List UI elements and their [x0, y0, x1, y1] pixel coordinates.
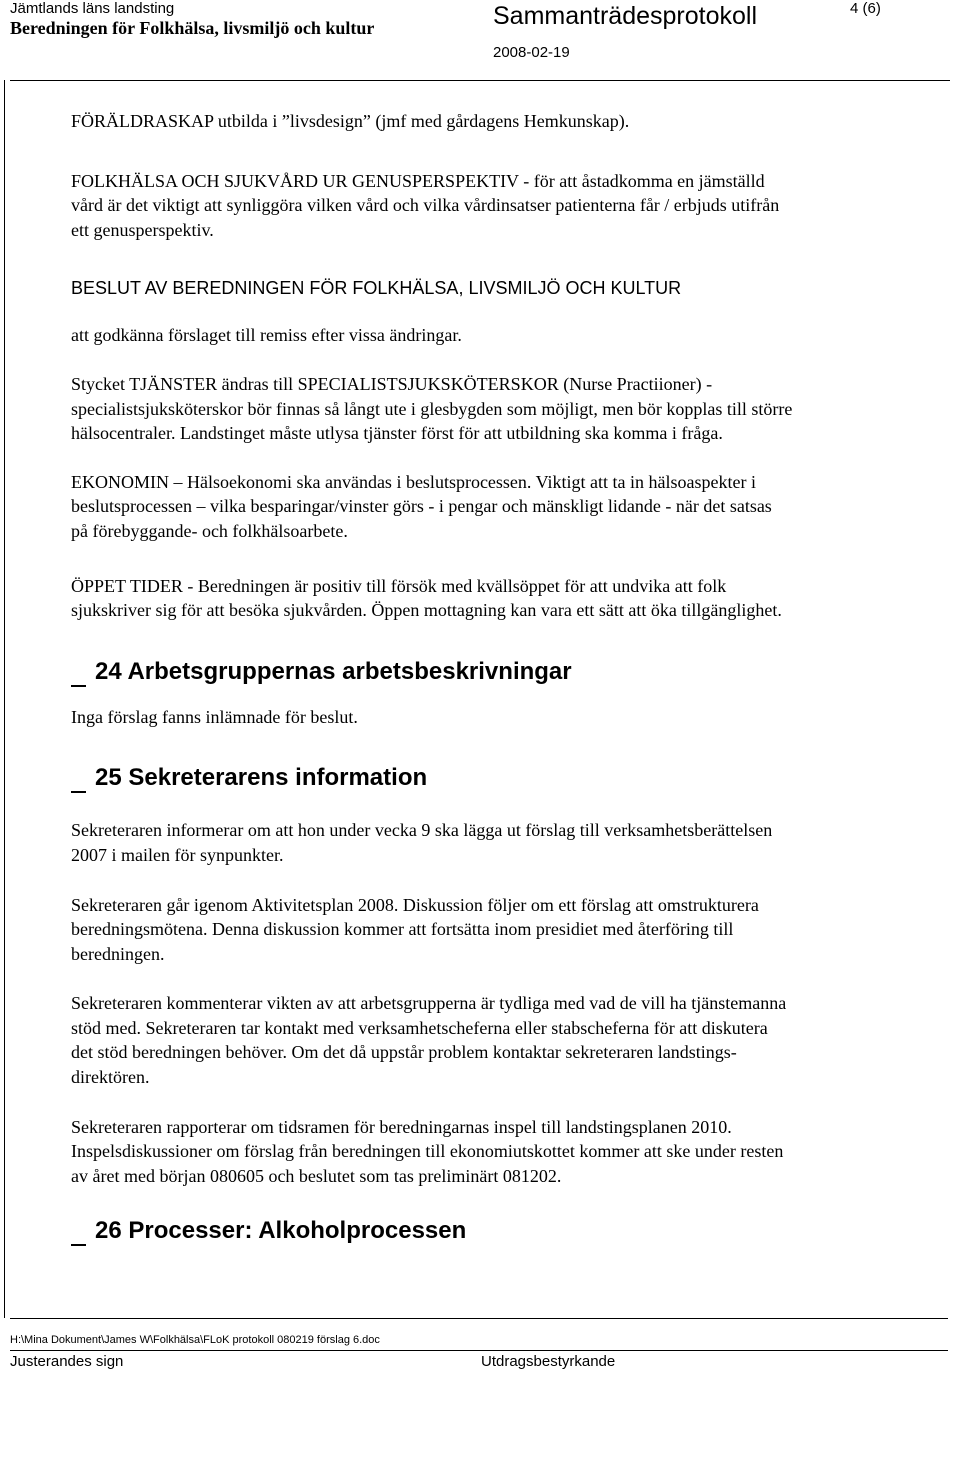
section-heading-25: [71, 763, 933, 793]
text-line: specialistsjuksköterskor bör finnas så långt ute i glesbygden som möjligt, men bör kopplas till större: [71, 398, 793, 419]
section-heading-26: [71, 1216, 933, 1246]
text-line: beslutsprocessen – vilka besparingar/vinster görs - i pengar och mänskligt lidande - när det satsas: [71, 496, 772, 517]
text-line: av året med början 080605 och beslutet som tas preliminärt 081202.: [71, 1165, 562, 1186]
extract-certification-label: Utdragsbestyrkande: [481, 1353, 616, 1370]
paragraph-stycket: [71, 372, 933, 446]
section-heading-24: [71, 657, 933, 687]
text-line: beredningsmötena. Denna diskussion kommer att fortsätta inom presidiet med återföring till: [71, 919, 734, 940]
text-line: på förebyggande- och folkhälsoarbete.: [71, 520, 348, 541]
document-body: [71, 109, 933, 1246]
text-line: hälsocentraler. Landstinget måste utlysa tjänster först för att utbildning ska komma i fråga.: [71, 423, 723, 444]
text-line: vård är det viktigt att synliggöra vilken vård och vilka vårdinsatser patienterna får / erbjuds utifrån: [71, 195, 780, 216]
text-line: sjukskriver sig för att besöka sjukvården. Öppen mottagning kan vara ett sätt att öka tillgänglighet.: [71, 600, 782, 621]
text-line: Sekreteraren rapporterar om tidsramen för beredningarnas inspel till landstingsplanen 2010.: [71, 1116, 732, 1137]
paragraph-sekreterare-2: [71, 893, 933, 967]
paragraph-folkhalsa: [71, 169, 933, 243]
text-line: stöd med. Sekreteraren tar kontakt med verksamhetscheferna eller stabscheferna för att diskutera: [71, 1017, 768, 1038]
footer-divider: [10, 1350, 948, 1351]
text-line: ett genusperspektiv.: [71, 219, 214, 240]
paragraph-oppet-tider: [71, 574, 933, 623]
text-line: FOLKHÄLSA OCH SJUKVÅRD UR GENUSPERSPEKTIV - för att åstadkomma en jämställd: [71, 170, 765, 191]
text-line: beredningen.: [71, 943, 165, 964]
heading-text: 25 Sekreterarens information: [95, 764, 428, 792]
file-path: H:\Mina Dokument\James W\Folkhälsa\FLoK protokoll 080219 förslag 6.doc: [10, 1334, 380, 1346]
paragraph-inga-forslag: Inga förslag fanns inlämnade för beslut.: [71, 706, 358, 727]
header-divider: [10, 80, 950, 81]
document-date: 2008-02-19: [493, 44, 570, 61]
paragraph-sekreterare-3: [71, 991, 933, 1089]
paragraph-godkanna: att godkänna förslaget till remiss efter vissa ändringar.: [71, 325, 462, 346]
decision-heading: BESLUT AV BEREDNINGEN FÖR FOLKHÄLSA, LIVSMILJÖ OCH KULTUR: [71, 278, 682, 299]
paragraph-sekreterare-4: [71, 1115, 933, 1189]
page-number: 4 (6): [850, 0, 881, 17]
heading-text: 26 Processer: Alkoholprocessen: [95, 1217, 467, 1245]
text-line: Sekreteraren går igenom Aktivitetsplan 2008. Diskussion följer om ett förslag att omstrukturera: [71, 894, 759, 915]
paragraph-sekreterare-1: [71, 818, 933, 867]
text-line: Inspelsdiskussioner om förslag från beredningen till ekonomiutskottet kommer att ske under resten: [71, 1141, 784, 1162]
text-line: Sekreteraren kommenterar vikten av att arbetsgrupperna är tydliga med vad de vill ha tjänstemanna: [71, 993, 787, 1014]
text-line: Sekreteraren informerar om att hon under vecka 9 ska lägga ut förslag till verksamhetsberättelsen: [71, 820, 773, 841]
heading-underline: [71, 791, 86, 793]
paragraph-foraldraskap: FÖRÄLDRASKAP utbilda i ”livsdesign” (jmf med gårdagens Hemkunskap).: [71, 111, 630, 131]
text-line: 2007 i mailen för synpunkter.: [71, 844, 284, 865]
text-line: EKONOMIN – Hälsoekonomi ska användas i beslutsprocessen. Viktigt att ta in hälsoaspekter i: [71, 471, 756, 492]
text-line: ÖPPET TIDER - Beredningen är positiv till försök med kvällsöppet för att undvika att folk: [71, 575, 727, 596]
organization-name: Jämtlands läns landsting: [10, 0, 175, 17]
paragraph-ekonomin: [71, 470, 933, 544]
margin-bar: [4, 80, 5, 1318]
document-title: Sammanträdesprotokoll: [493, 2, 758, 30]
heading-text: 24 Arbetsgruppernas arbetsbeskrivningar: [95, 657, 572, 685]
heading-underline: [71, 1244, 86, 1246]
signature-label: Justerandes sign: [10, 1353, 124, 1370]
footer-divider-top: [10, 1318, 948, 1319]
text-line: Stycket TJÄNSTER ändras till SPECIALISTSJUKSKÖTERSKOR (Nurse Practiioner) -: [71, 373, 713, 394]
committee-name: Beredningen för Folkhälsa, livsmiljö och kultur: [10, 18, 375, 38]
heading-underline: [71, 685, 86, 687]
text-line: direktören.: [71, 1067, 150, 1088]
text-line: det stöd beredningen behöver. Om det då uppstår problem kontaktar sekreteraren landstings-: [71, 1042, 737, 1063]
